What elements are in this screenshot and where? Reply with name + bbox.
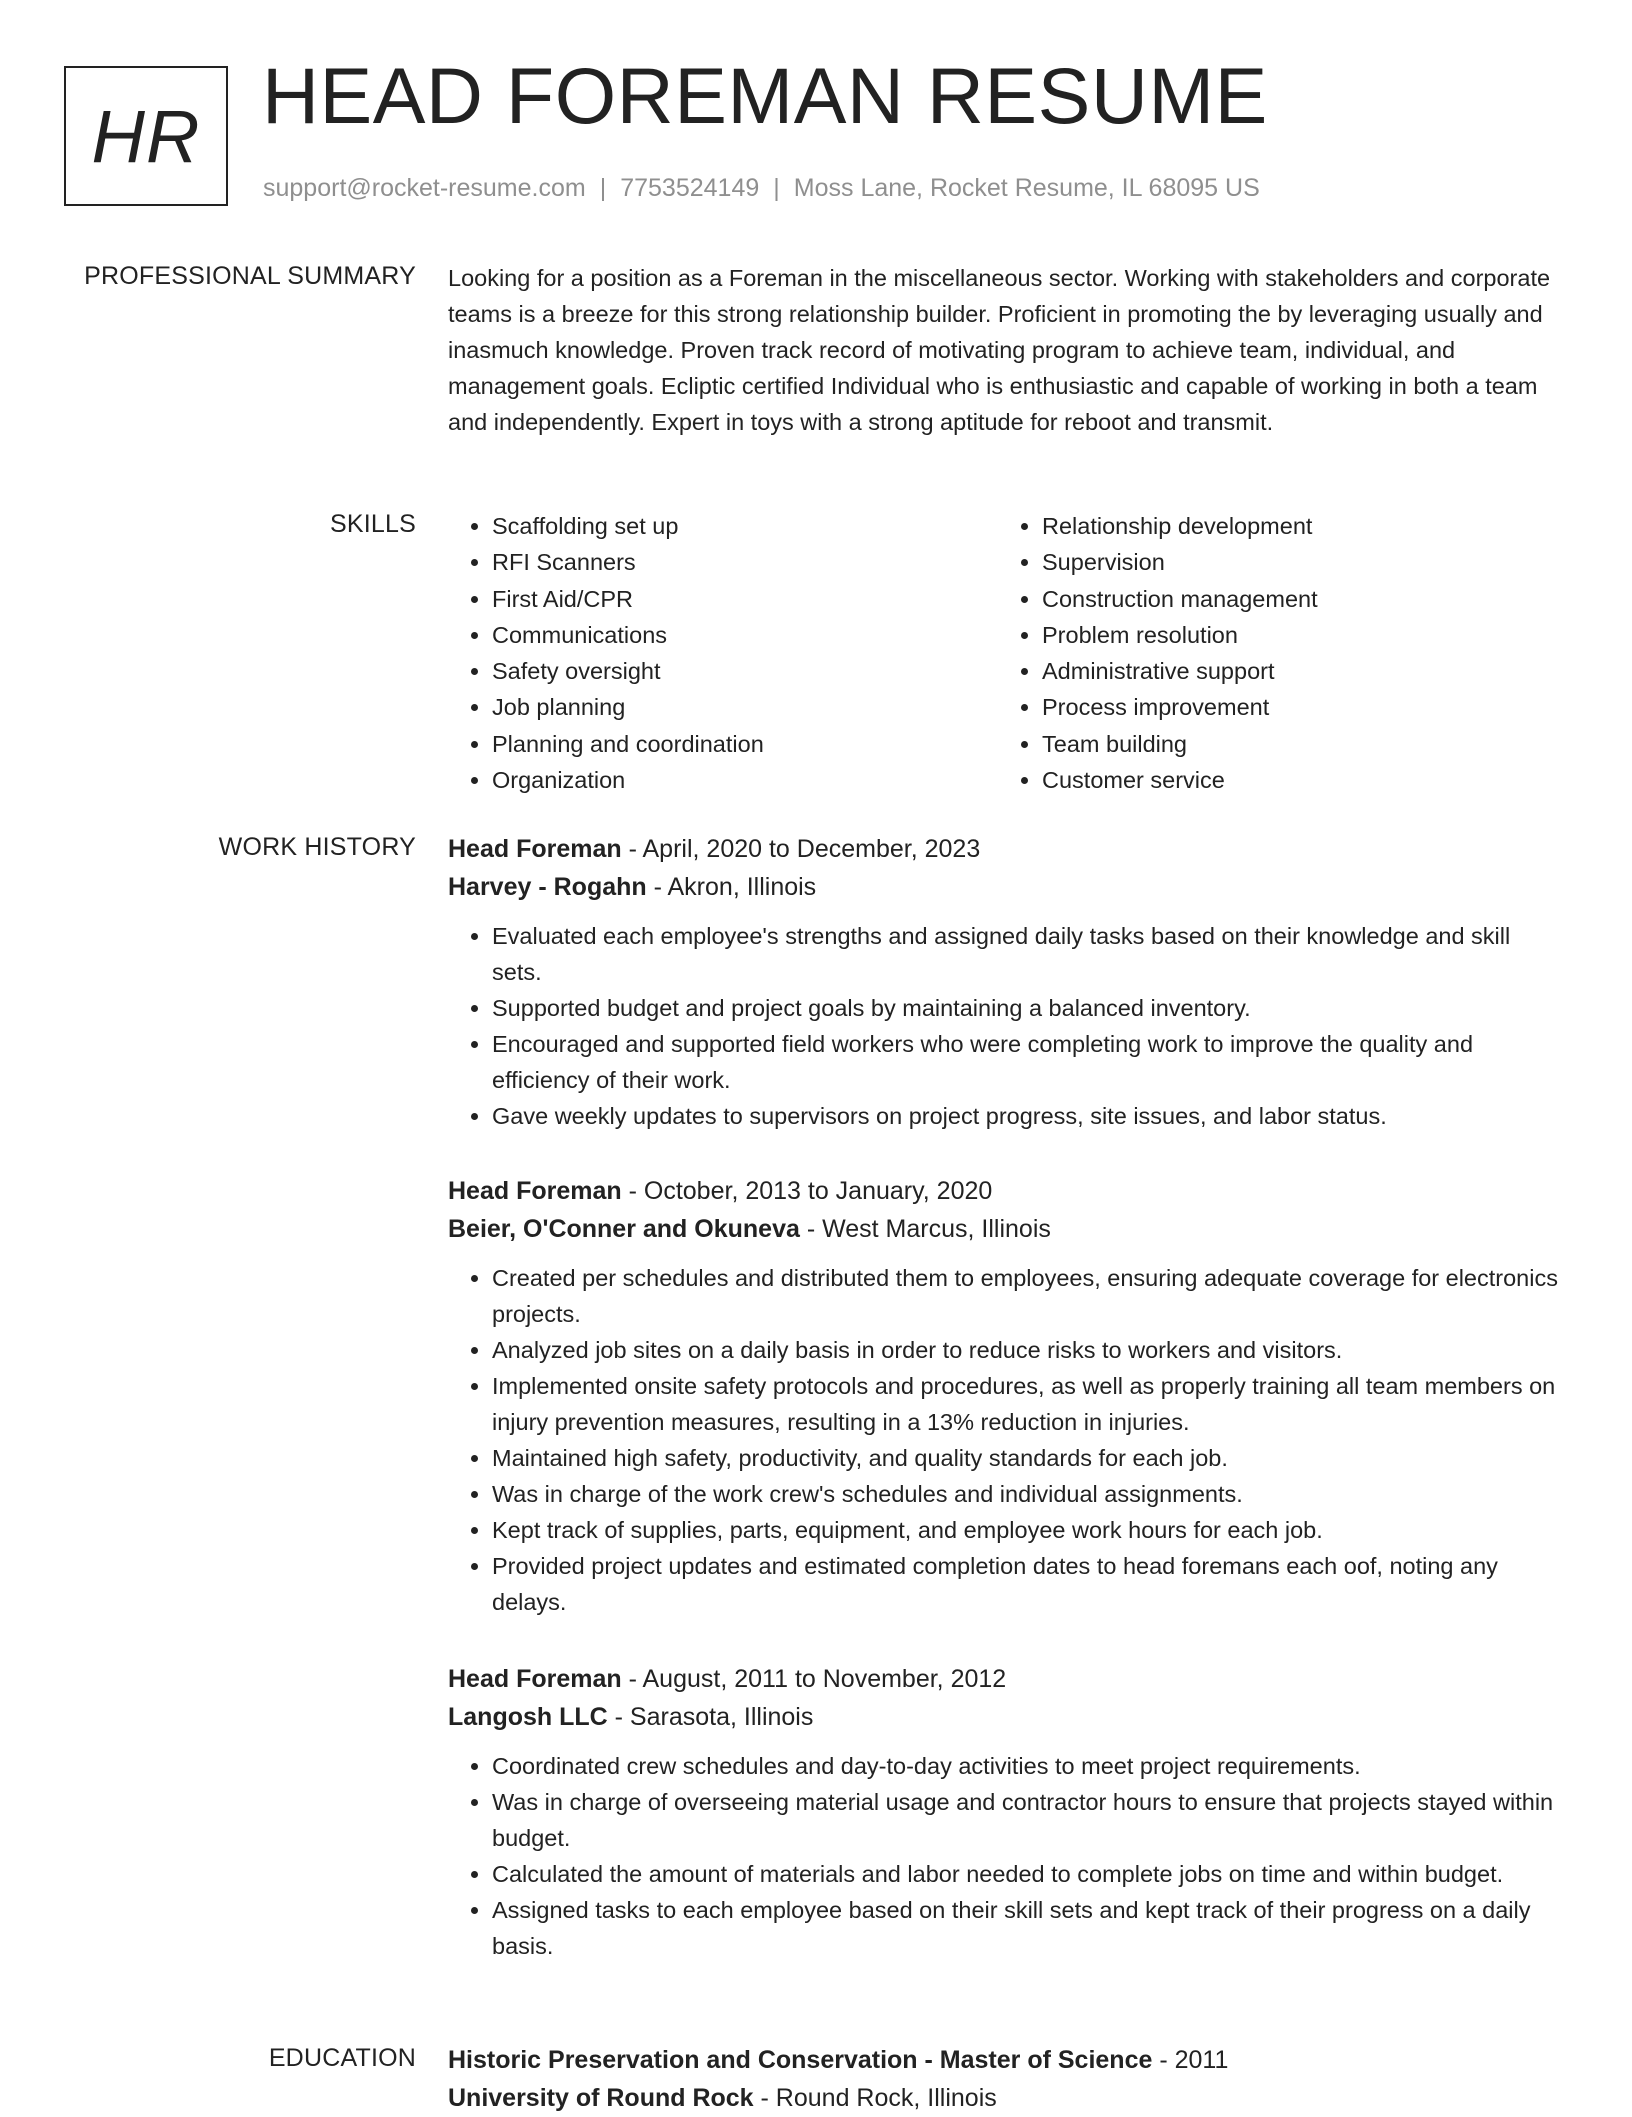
education-heading: EDUCATION [268, 2044, 416, 2072]
education-school: University of Round Rock [448, 2084, 754, 2112]
skill-item: • Customer service [1042, 762, 1548, 798]
job-title: Head Foreman [448, 835, 622, 863]
job-bullet: • Implemented onsite safety protocols and procedures, as well as properly training all team members on injury prevention measures, resulting in a 13% reduction in injuries. [492, 1368, 1568, 1440]
job-title-line [448, 1660, 1568, 1698]
job-bullets [448, 1260, 1568, 1620]
skill-item: • RFI Scanners [492, 544, 998, 580]
education-degree: Historic Preservation and Conservation - Master of Science [448, 2046, 1153, 2074]
skill-item: • Job planning [492, 689, 998, 725]
job-bullet: • Kept track of supplies, parts, equipment, and employee work hours for each job. [492, 1512, 1568, 1548]
summary-heading: PROFESSIONAL SUMMARY [84, 262, 416, 290]
job-location: - Sarasota, Illinois [607, 1703, 814, 1731]
skill-item: • Construction management [1042, 581, 1548, 617]
education-body [448, 2041, 1568, 2117]
job-bullet: • Was in charge of the work crew's schedules and individual assignments. [492, 1476, 1568, 1512]
skill-item: • Planning and coordination [492, 726, 998, 762]
skill-item: • Scaffolding set up [492, 508, 998, 544]
job-dates: - April, 2020 to December, 2023 [621, 835, 981, 863]
job-entry [448, 830, 1568, 1134]
skill-item: • Safety oversight [492, 653, 998, 689]
job-bullet: • Supported budget and project goals by maintaining a balanced inventory. [492, 990, 1568, 1026]
skill-item: • Communications [492, 617, 998, 653]
job-company: Beier, O'Conner and Okuneva [448, 1215, 800, 1243]
education-school-line [448, 2079, 1568, 2117]
skills-list-right [998, 508, 1548, 798]
job-company: Langosh LLC [448, 1703, 608, 1731]
job-bullet: • Maintained high safety, productivity, and quality standards for each job. [492, 1440, 1568, 1476]
contact-line [263, 176, 1260, 201]
skill-item: • Process improvement [1042, 689, 1548, 725]
job-bullet: • Provided project updates and estimated completion dates to head foremans each oof, noting any delays. [492, 1548, 1568, 1620]
contact-email: support@rocket-resume.com [263, 174, 586, 202]
job-bullet: • Assigned tasks to each employee based on their skill sets and kept track of their progress on a daily basis. [492, 1892, 1568, 1964]
skill-item: • Relationship development [1042, 508, 1548, 544]
skills-body [448, 508, 1568, 798]
skill-item: • Organization [492, 762, 998, 798]
skills-heading: SKILLS [330, 510, 416, 538]
job-entry [448, 1172, 1568, 1620]
work-history-heading: WORK HISTORY [218, 833, 416, 861]
contact-phone: 7753524149 [620, 174, 760, 202]
job-bullet: • Analyzed job sites on a daily basis in order to reduce risks to workers and visitors. [492, 1332, 1568, 1368]
job-bullet: • Encouraged and supported field workers who were completing work to improve the quality and efficiency of their work. [492, 1026, 1568, 1098]
job-bullet: • Created per schedules and distributed them to employees, ensuring adequate coverage for electronics projects. [492, 1260, 1568, 1332]
skills-list-left [448, 508, 998, 798]
summary-body [448, 260, 1568, 440]
skills-columns [448, 508, 1568, 798]
monogram-logo: HR [64, 66, 228, 206]
job-title-line [448, 830, 1568, 868]
job-entry [448, 1660, 1568, 1964]
skill-item: • First Aid/CPR [492, 581, 998, 617]
education-degree-line [448, 2041, 1568, 2079]
job-title: Head Foreman [448, 1177, 622, 1205]
contact-separator: | [773, 174, 780, 202]
job-bullet: • Calculated the amount of materials and labor needed to complete jobs on time and within budget. [492, 1856, 1568, 1892]
contact-separator: | [599, 174, 607, 202]
job-location: - West Marcus, Illinois [799, 1215, 1051, 1243]
skill-item: • Supervision [1042, 544, 1548, 580]
job-location: - Akron, Illinois [646, 873, 817, 901]
job-title: Head Foreman [448, 1665, 622, 1693]
education-location: - Round Rock, Illinois [753, 2084, 997, 2112]
job-bullets [448, 918, 1568, 1134]
job-bullet: • Evaluated each employee's strengths and assigned daily tasks based on their knowledge and skill sets. [492, 918, 1568, 990]
job-company-line [448, 1210, 1568, 1248]
education-year: - 2011 [1152, 2046, 1229, 2074]
job-company: Harvey - Rogahn [448, 873, 647, 901]
skill-item: • Problem resolution [1042, 617, 1548, 653]
job-dates: - October, 2013 to January, 2020 [621, 1177, 993, 1205]
job-title-line [448, 1172, 1568, 1210]
resume-title: HEAD FOREMAN RESUME [262, 51, 1268, 140]
job-bullet: • Coordinated crew schedules and day-to-day activities to meet project requirements. [492, 1748, 1568, 1784]
job-company-line [448, 868, 1568, 906]
skill-item: • Team building [1042, 726, 1548, 762]
job-bullets [448, 1748, 1568, 1964]
job-company-line [448, 1698, 1568, 1736]
job-dates: - August, 2011 to November, 2012 [621, 1665, 1007, 1693]
summary-text: Looking for a position as a Foreman in the miscellaneous sector. Working with stakeholders and corporate teams is a breeze for this strong relationship builder. Proficient in promoting the by leveraging usually and inasmuch knowledge. Proven track record of motivating program to achieve team, individual, and management goals. Ecliptic certified Individual who is enthusiastic and capable of working in both a team and independently. Expert in toys with a strong aptitude for reboot and transmit. [448, 265, 1551, 435]
job-bullet: • Gave weekly updates to supervisors on project progress, site issues, and labor status. [492, 1098, 1568, 1134]
skill-item: • Administrative support [1042, 653, 1548, 689]
contact-address: Moss Lane, Rocket Resume, IL 68095 US [793, 174, 1260, 202]
job-bullet: • Was in charge of overseeing material usage and contractor hours to ensure that projects stayed within budget. [492, 1784, 1568, 1856]
